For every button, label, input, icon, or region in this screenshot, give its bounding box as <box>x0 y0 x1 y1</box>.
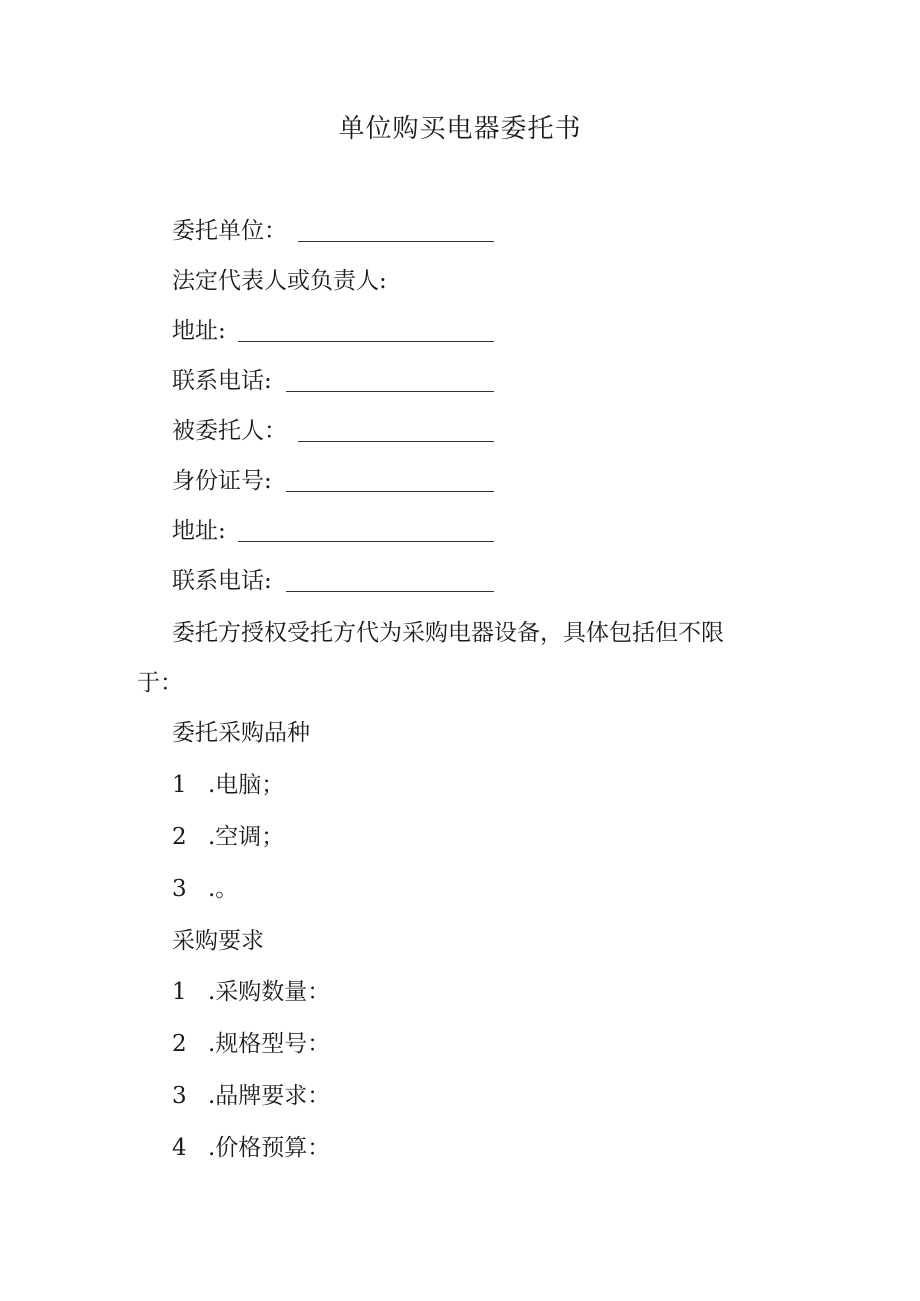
requirements-heading: 采购要求 <box>172 928 264 954</box>
categories-heading: 委托采购品种 <box>172 720 310 746</box>
list-item-number: 4 <box>172 1135 187 1161</box>
list-item <box>172 1029 330 1059</box>
field-label: 地址: <box>172 318 226 344</box>
list-item-text: .规格型号： <box>208 1031 331 1057</box>
field-address-2 <box>172 516 226 546</box>
document-title: 单位购买电器委托书 <box>338 114 582 144</box>
blank-line <box>298 441 494 442</box>
field-label: 法定代表人或负责人: <box>172 268 387 294</box>
field-label: 联系电话: <box>172 568 272 594</box>
list-item-text: .采购数量： <box>208 979 331 1005</box>
blank-line <box>286 591 494 592</box>
field-trustee <box>172 416 287 446</box>
list-item <box>172 977 330 1007</box>
field-label: 身份证号: <box>172 468 272 494</box>
field-label: 被委托人： <box>172 418 287 444</box>
list-item <box>172 1133 330 1163</box>
list-item-number: 2 <box>172 1031 187 1057</box>
field-label: 联系电话: <box>172 368 272 394</box>
list-item-text: .空调； <box>208 824 285 850</box>
blank-line <box>238 541 494 542</box>
field-phone-2 <box>172 566 272 596</box>
field-label: 委托单位： <box>172 218 287 244</box>
list-item <box>172 1081 330 1111</box>
field-legal-rep <box>172 266 387 296</box>
list-item-text: .品牌要求： <box>208 1083 331 1109</box>
list-item-number: 1 <box>172 772 187 798</box>
list-item <box>172 770 284 800</box>
list-item-text: .价格预算： <box>208 1135 331 1161</box>
list-item <box>172 822 284 852</box>
field-label: 地址: <box>172 518 226 544</box>
list-item-text: .电脑； <box>208 772 285 798</box>
field-id-number <box>172 466 272 496</box>
list-item-number: 3 <box>172 876 187 902</box>
field-phone-1 <box>172 366 272 396</box>
blank-line <box>286 391 494 392</box>
field-address-1 <box>172 316 226 346</box>
field-client-unit <box>172 216 287 246</box>
list-item-text: .。 <box>208 876 239 902</box>
authorization-line-1: 委托方授权受托方代为采购电器设备，具体包括但不限 <box>172 620 724 646</box>
list-item-number: 3 <box>172 1083 187 1109</box>
authorization-line-2: 于： <box>137 670 183 696</box>
list-item-number: 1 <box>172 979 187 1005</box>
blank-line <box>298 241 494 242</box>
list-item <box>172 874 238 904</box>
blank-line <box>286 491 494 492</box>
list-item-number: 2 <box>172 824 187 850</box>
blank-line <box>238 341 494 342</box>
